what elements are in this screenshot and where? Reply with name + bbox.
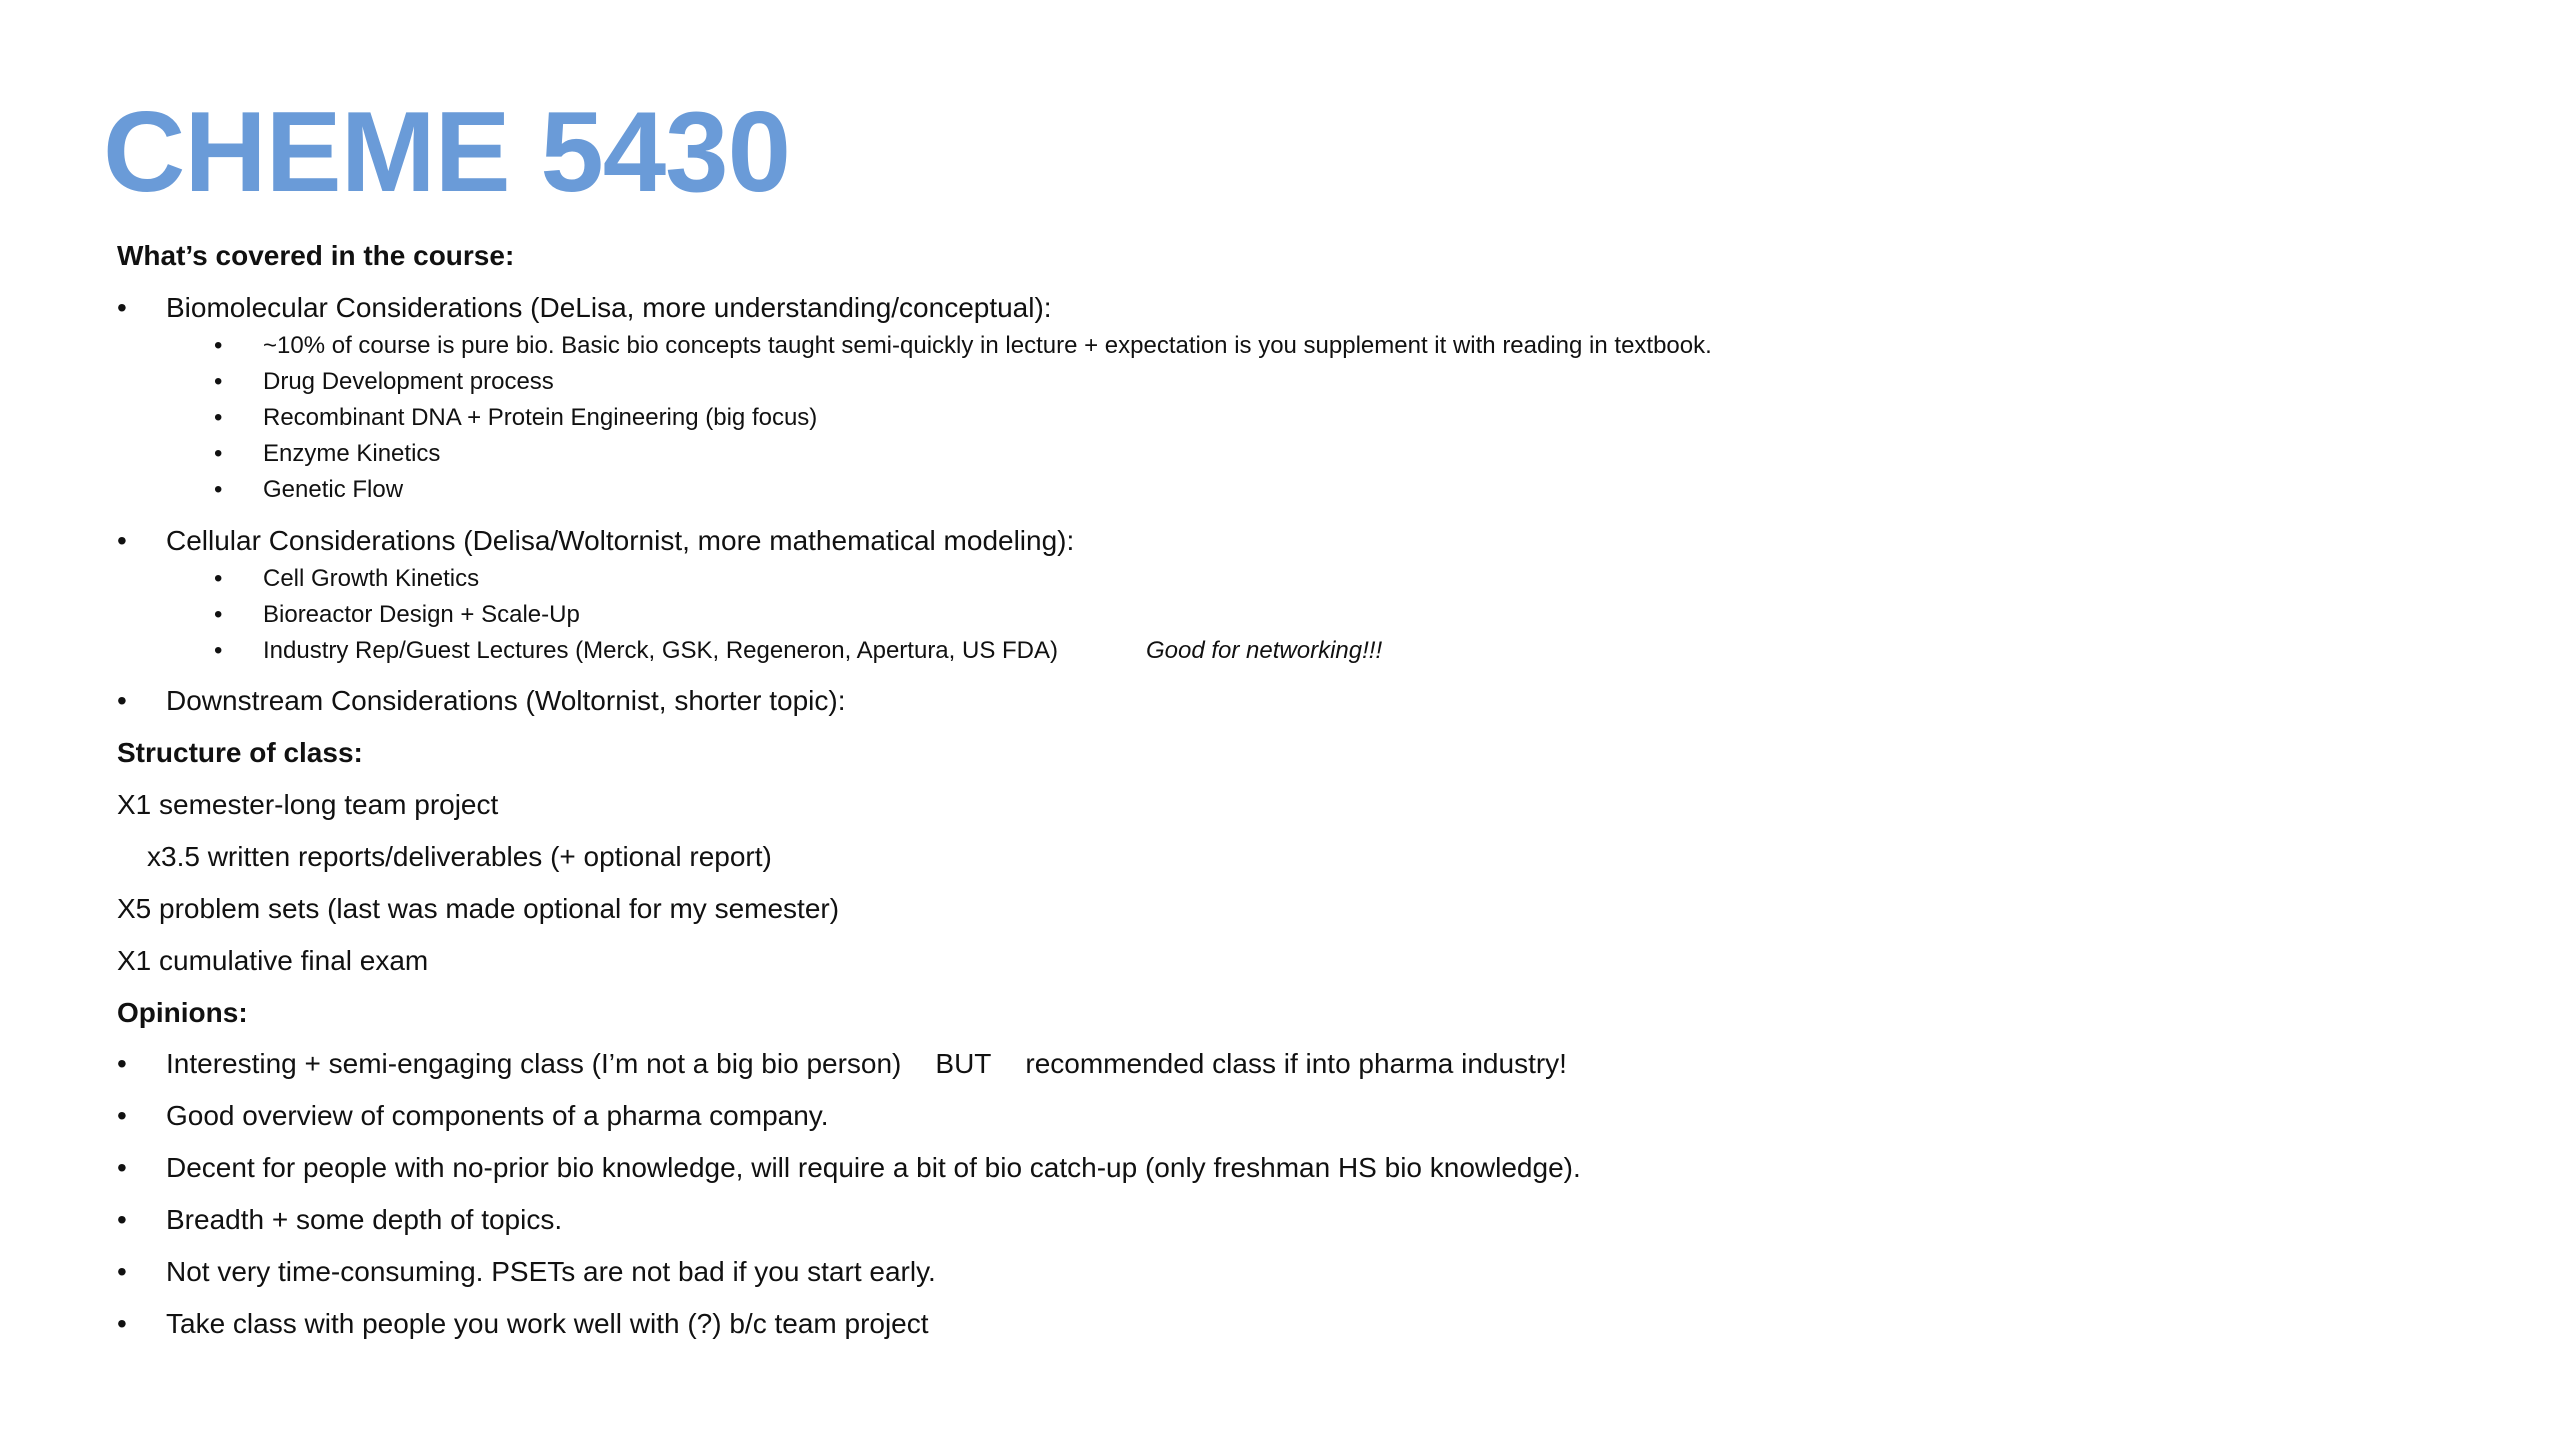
bullet-dot: • bbox=[214, 368, 223, 395]
opinion-text: Decent for people with no-prior bio knowledge, will require a bit of bio catch-up (only freshman HS bio knowledge). bbox=[166, 1152, 1581, 1183]
structure-psets: X5 problem sets (last was made optional for my semester) bbox=[117, 893, 840, 924]
opinion-text: Take class with people you work well with (?) b/c team project bbox=[166, 1308, 929, 1339]
sub-bullet-text: Drug Development process bbox=[263, 368, 554, 395]
structure-reports: x3.5 written reports/deliverables (+ optional report) bbox=[147, 841, 772, 872]
bullet-dot: • bbox=[117, 1100, 127, 1131]
covered-heading: What’s covered in the course: bbox=[117, 240, 515, 271]
networking-note: Good for networking!!! bbox=[1146, 637, 1383, 664]
structure-exam: X1 cumulative final exam bbox=[117, 945, 429, 976]
bullet-dot: • bbox=[214, 601, 223, 628]
bullet-dot: • bbox=[117, 1048, 127, 1079]
bullet-dot: • bbox=[117, 1256, 127, 1287]
bullet-downstream-label: Downstream Considerations (Woltornist, shorter topic): bbox=[166, 685, 846, 716]
bullet-cellular-label: Cellular Considerations (Delisa/Woltornist, more mathematical modeling): bbox=[166, 525, 1075, 556]
bullet-dot: • bbox=[117, 1152, 127, 1183]
bullet-dot: • bbox=[117, 1204, 127, 1235]
bullet-dot: • bbox=[214, 440, 223, 467]
structure-heading: Structure of class: bbox=[117, 737, 363, 768]
opinion-text: Good overview of components of a pharma company. bbox=[166, 1100, 829, 1131]
bullet-dot: • bbox=[117, 525, 127, 556]
bullet-dot: • bbox=[214, 332, 223, 359]
bullet-dot: • bbox=[214, 476, 223, 503]
sub-bullet-text: ~10% of course is pure bio. Basic bio concepts taught semi-quickly in lecture + expectation is you supplement it with reading in textbook. bbox=[263, 332, 1712, 359]
structure-project: X1 semester-long team project bbox=[117, 789, 499, 820]
sub-bullet-text: Cell Growth Kinetics bbox=[263, 565, 480, 592]
bullet-dot: • bbox=[214, 637, 223, 664]
opinions-heading: Opinions: bbox=[117, 997, 248, 1028]
sub-bullet-text: Bioreactor Design + Scale-Up bbox=[263, 601, 580, 628]
sub-bullet-text: Industry Rep/Guest Lectures (Merck, GSK, Regeneron, Apertura, US FDA) bbox=[263, 637, 1058, 664]
bullet-dot: • bbox=[214, 404, 223, 431]
slide-title: CHEME 5430 bbox=[103, 89, 790, 216]
bullet-dot: • bbox=[117, 685, 127, 716]
opinion-part-3: recommended class if into pharma industry! bbox=[1025, 1048, 1567, 1079]
sub-bullet-text: Recombinant DNA + Protein Engineering (big focus) bbox=[263, 404, 818, 431]
opinion-part-1: Interesting + semi-engaging class (I’m not a big bio person) bbox=[166, 1048, 902, 1079]
bullet-biomolecular-label: Biomolecular Considerations (DeLisa, more understanding/conceptual): bbox=[166, 292, 1052, 323]
opinion-text bbox=[166, 1046, 1567, 1082]
sub-bullet-text: Enzyme Kinetics bbox=[263, 440, 441, 467]
opinion-text: Breadth + some depth of topics. bbox=[166, 1204, 563, 1235]
opinion-part-2: BUT bbox=[935, 1048, 992, 1079]
sub-bullet-text: Genetic Flow bbox=[263, 476, 404, 503]
opinion-text: Not very time-consuming. PSETs are not bad if you start early. bbox=[166, 1256, 936, 1287]
bullet-dot: • bbox=[117, 292, 127, 323]
bullet-dot: • bbox=[214, 565, 223, 592]
bullet-dot: • bbox=[117, 1308, 127, 1339]
